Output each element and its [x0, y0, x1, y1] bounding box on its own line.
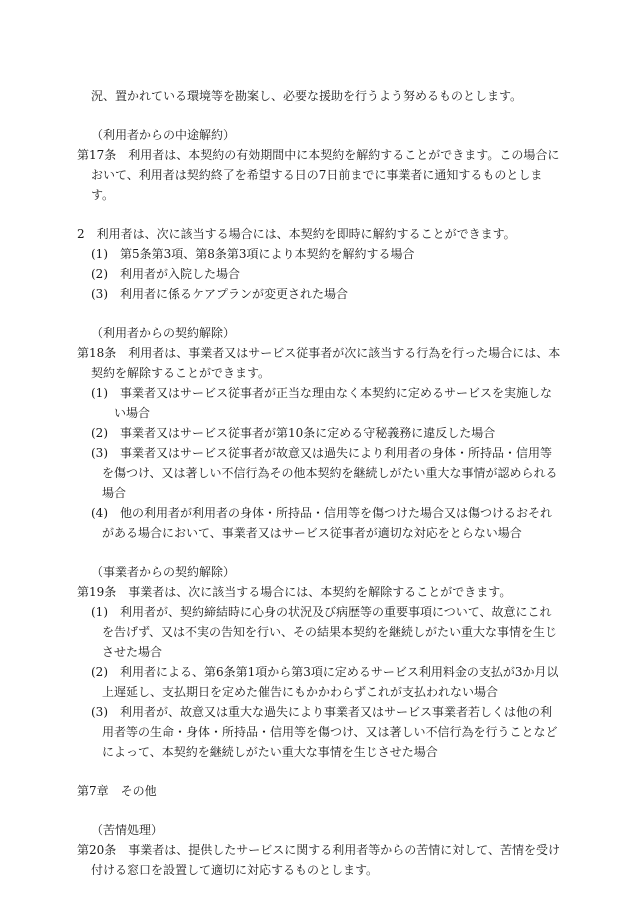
- article-19-item-2: (2) 利用者による、第6条第1項から第3項に定めるサービス利用料金の支払が3か月以: [91, 665, 559, 679]
- article-19-item-3: (3) 利用者が、故意又は重大な過失により事業者又はサービス事業者若しくは他の利: [91, 705, 553, 719]
- article-19-item-2-cont: 上遅延し、支払期日を定めた催告にもかかわらずこれが支払われない場合: [102, 685, 499, 699]
- article-17-paragraph-2: 2 利用者は、次に該当する場合には、本契約を即時に解約することができます。: [77, 227, 516, 241]
- article-17-item-1: (1) 第5条第3項、第8条第3項により本契約を解約する場合: [91, 247, 415, 261]
- article-19-heading: （事業者からの契約解除）: [91, 565, 236, 579]
- article-19-item-3-cont: によって、本契約を継続しがたい重大な事情を生じさせた場合: [102, 745, 438, 759]
- article-18-line-2: 契約を解除することができます。: [91, 366, 271, 380]
- article-17-line-1: 第17条 利用者は、本契約の有効期間中に本契約を解約することができます。この場合に: [77, 148, 560, 162]
- article-18-line-1: 第18条 利用者は、事業者又はサービス従事者が次に該当する行為を行った場合には、本: [77, 346, 561, 360]
- article-18-item-4-cont: がある場合において、事業者又はサービス従事者が適切な対応をとらない場合: [102, 526, 522, 540]
- article-18-item-3-cont: 場合: [102, 486, 127, 500]
- article-18-item-3: (3) 事業者又はサービス従事者が故意又は過失により利用者の身体・所持品・信用等: [91, 446, 553, 460]
- chapter-7-heading: 第7章 その他: [77, 784, 157, 798]
- article-18-item-3-cont: を傷つけ、又は著しい不信行為その他本契約を継続しがたい重大な事情が認められる: [102, 466, 558, 480]
- article-18-item-1: (1) 事業者又はサービス従事者が正当な理由なく本契約に定めるサービスを実施しな: [91, 386, 553, 400]
- article-17-item-2: (2) 利用者が入院した場合: [91, 267, 240, 281]
- article-19-item-1-cont: させた場合: [102, 645, 163, 659]
- article-18-item-2: (2) 事業者又はサービス従事者が第10条に定める守秘義務に違反した場合: [91, 426, 496, 440]
- article-18-item-1-cont: い場合: [114, 406, 151, 420]
- paragraph-continuation: 況、置かれている環境等を勘案し、必要な援助を行うよう努めるものとします。: [91, 89, 523, 103]
- article-19-item-3-cont: 用者等の生命・身体・所持品・信用等を傷つけ、又は著しい不信行為を行うことなど: [102, 725, 558, 739]
- article-17-line-3: す。: [91, 188, 115, 202]
- article-17-heading: （利用者からの中途解約）: [91, 128, 236, 142]
- article-19-item-1: (1) 利用者が、契約締結時に心身の状況及び病歴等の重要事項について、故意にこれ: [91, 605, 552, 619]
- article-18-heading: （利用者からの契約解除）: [91, 326, 236, 340]
- article-19-item-1-cont: を告げず、又は不実の告知を行い、その結果本契約を継続しがたい重大な事情を生じ: [102, 625, 558, 639]
- article-17-item-3: (3) 利用者に係るケアプランが変更された場合: [91, 287, 348, 301]
- article-17-line-2: おいて、利用者は契約終了を希望する日の7日前までに事業者に通知するものとしま: [91, 168, 543, 182]
- article-20-line-1: 第20条 事業者は、提供したサービスに関する利用者等からの苦情に対して、苦情を受け: [77, 843, 561, 857]
- article-20-line-2: 付ける窓口を設置して適切に対応するものとします。: [91, 863, 379, 877]
- article-19-line-1: 第19条 事業者は、次に該当する場合には、本契約を解除することができます。: [77, 585, 512, 599]
- article-18-item-4: (4) 他の利用者が利用者の身体・所持品・信用等を傷つけた場合又は傷つけるおそれ: [91, 506, 553, 520]
- article-20-heading: （苦情処理）: [91, 823, 164, 837]
